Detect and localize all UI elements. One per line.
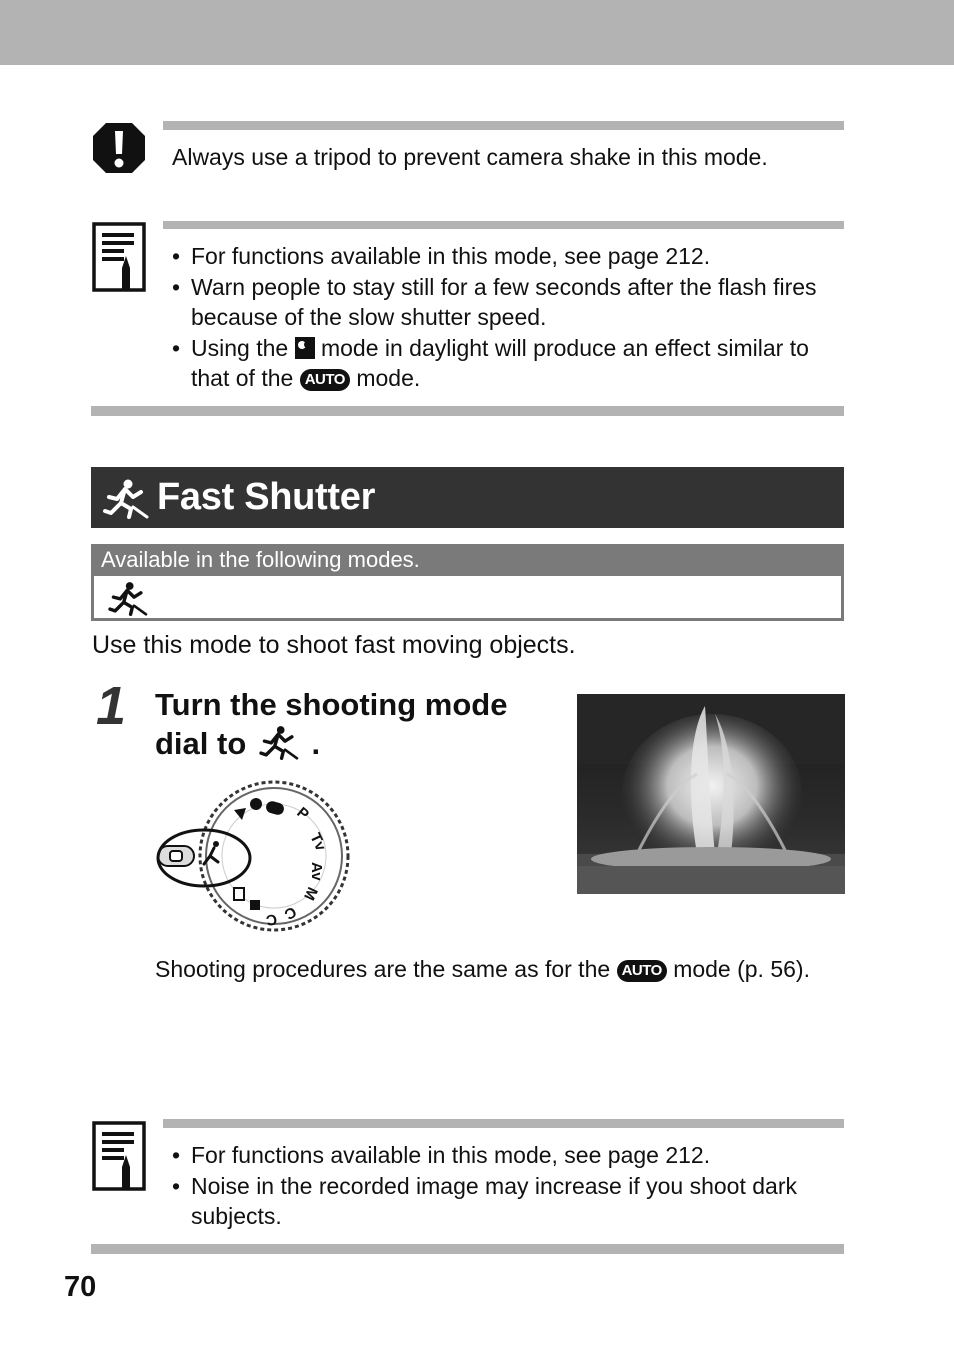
night-scene-icon (295, 337, 315, 359)
step-title: Turn the shooting mode dial to . (155, 687, 508, 761)
available-modes-box (91, 544, 844, 621)
memo1-bottom-rule (91, 406, 844, 416)
memo1-top-rule (163, 221, 844, 229)
svg-text:P: P (293, 804, 313, 824)
memo2-top-rule (163, 1119, 844, 1128)
svg-text:C: C (280, 902, 300, 923)
svg-text:M: M (300, 884, 321, 903)
memo2-list (172, 1140, 832, 1232)
fast-shutter-icon (259, 724, 299, 760)
page-header-bar (0, 0, 954, 65)
list-item: • Noise in the recorded image may increase if you shoot dark subjects. (172, 1171, 832, 1232)
step-number: 1 (96, 676, 125, 736)
memo1-list (172, 241, 832, 394)
memo-icon (92, 222, 146, 292)
list-item: • Using the mode in daylight will produce an effect similar to that of the AUTO mode. (172, 333, 832, 394)
page-number: 70 (64, 1271, 97, 1303)
fountain-photo (577, 694, 845, 894)
list-item: • For functions available in this mode, see page 212. (172, 1140, 832, 1171)
svg-text:Tv: Tv (306, 830, 330, 854)
svg-text:Av: Av (308, 862, 325, 881)
list-item: • Warn people to stay still for a few seconds after the flash fires because of the slow shutter speed. (172, 272, 832, 333)
caution-icon (92, 122, 146, 174)
caution-text: Always use a tripod to prevent camera shake in this mode. (172, 144, 768, 170)
fast-shutter-icon (103, 477, 149, 519)
section-intro: Use this mode to shoot fast moving objects. (92, 631, 576, 659)
section-title-bar (91, 467, 844, 528)
mode-dial-icon (152, 778, 352, 938)
memo2-bottom-rule (91, 1244, 844, 1254)
auto-mode-icon: AUTO (617, 960, 667, 982)
svg-text:C: C (264, 910, 279, 929)
auto-mode-icon: AUTO (300, 369, 350, 391)
memo-icon (92, 1121, 146, 1191)
available-modes-list (94, 576, 841, 618)
step1-procedures: Shooting procedures are the same as for the AUTO mode (p. 56). (155, 956, 810, 982)
available-modes-header: Available in the following modes. (101, 547, 420, 572)
caution-top-rule (163, 121, 844, 130)
section-title: Fast Shutter (157, 476, 376, 518)
list-item: • For functions available in this mode, see page 212. (172, 241, 832, 272)
fast-shutter-icon (108, 580, 148, 616)
